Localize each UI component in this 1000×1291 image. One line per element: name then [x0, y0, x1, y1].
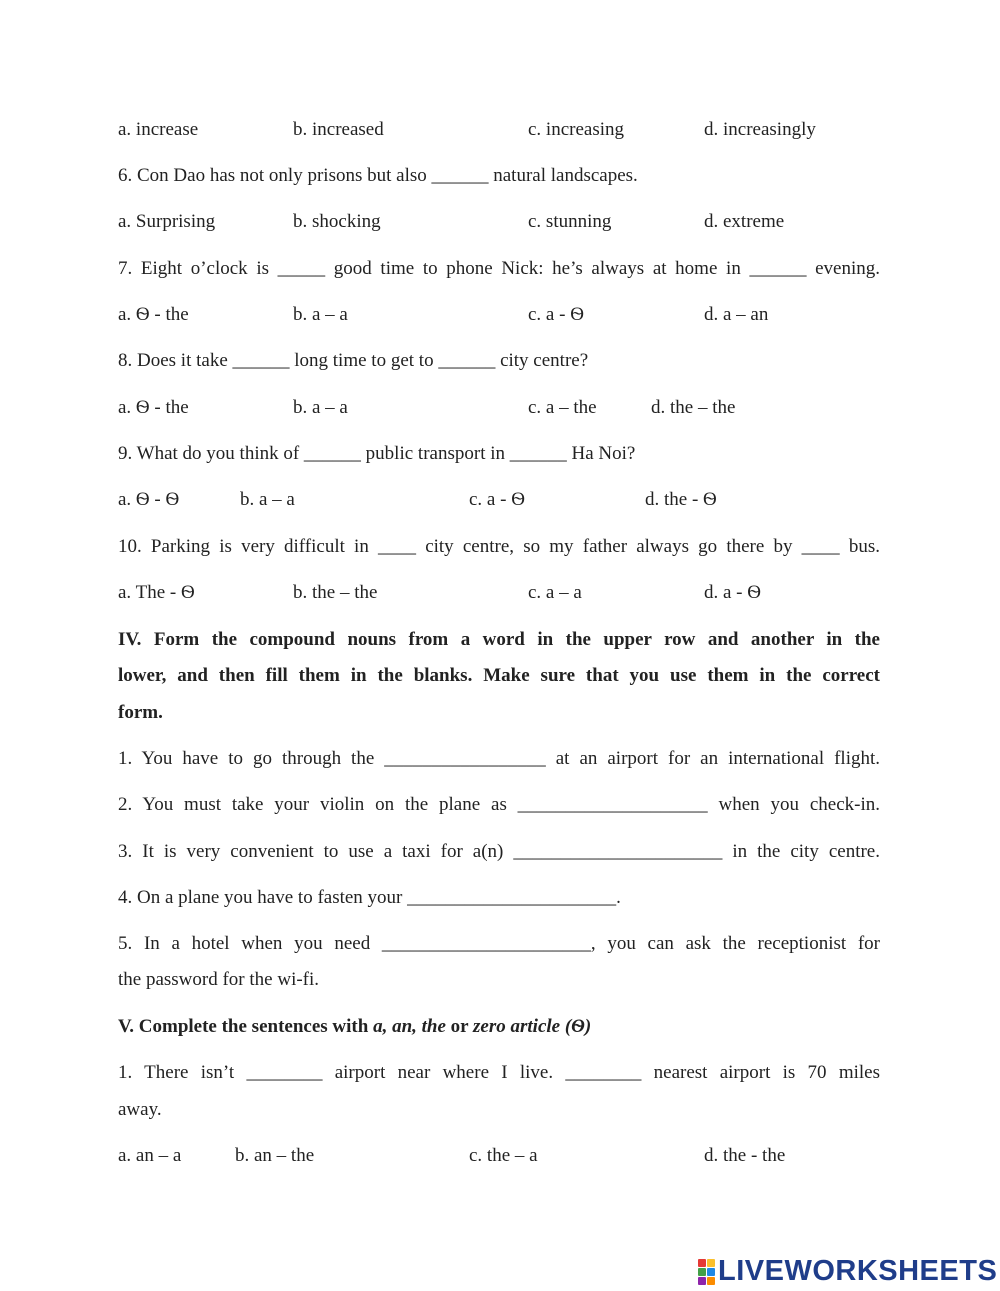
q5-option-d: d. increasingly: [704, 119, 816, 140]
section-iv-heading-line1: IV. Form the compound nouns from a word in the upper row and another in the: [118, 629, 880, 650]
q7-question: 7. Eight o’clock is _____ good time to phone Nick: he’s always at home in ______ evening.: [118, 258, 880, 279]
section-v-q1-line2: away.: [118, 1099, 162, 1120]
q9-question: 9. What do you think of ______ public transport in ______ Ha Noi?: [118, 443, 636, 464]
section-v-q1-option-d: d. the - the: [704, 1145, 786, 1166]
section-iv-item-5: 5. In a hotel when you need ______________________, you can ask the receptionist for: [118, 933, 880, 954]
q6-option-d: d. extreme: [704, 211, 785, 232]
q7-option-c: c. a - Ѳ: [528, 304, 584, 325]
q9-option-b: b. a – a: [240, 489, 295, 510]
q8-option-a: a. Ѳ - the: [118, 397, 189, 418]
q8-option-b: b. a – a: [293, 397, 348, 418]
q7-option-a: a. Ѳ - the: [118, 304, 189, 325]
liveworksheets-logo: [698, 1255, 997, 1288]
section-v-q1-option-a: a. an – a: [118, 1145, 182, 1166]
liveworksheets-logo-icon: [698, 1259, 715, 1285]
section-iv-heading-line2: lower, and then fill them in the blanks. Make sure that you use them in the correct: [118, 665, 880, 686]
q7-option-d: d. a – an: [704, 304, 769, 325]
q9-option-d: d. the - Ѳ: [645, 489, 717, 510]
q5-option-c: c. increasing: [528, 119, 625, 140]
liveworksheets-logo-text: LIVEWORKSHEETS: [718, 1255, 998, 1287]
q10-option-a: a. The - Ѳ: [118, 582, 195, 603]
section-iv-heading-line3: form.: [118, 702, 163, 723]
q9-option-a: a. Ѳ - Ѳ: [118, 489, 180, 510]
q6-question: 6. Con Dao has not only prisons but also ______ natural landscapes.: [118, 165, 638, 186]
section-v-heading-articles: a, an, the: [373, 1016, 446, 1037]
section-v-q1-line1: 1. There isn’t ________ airport near where I live. ________ nearest airport is 70 miles: [118, 1062, 880, 1083]
section-iv-item-2: 2. You must take your violin on the plane as ____________________ when you check-in.: [118, 794, 880, 815]
q8-option-d: d. the – the: [651, 397, 736, 418]
q8-question: 8. Does it take ______ long time to get to ______ city centre?: [118, 350, 589, 371]
q5-option-b: b. increased: [293, 119, 384, 140]
q7-option-b: b. a – a: [293, 304, 348, 325]
section-v-heading-zero-article: zero article (Ѳ): [473, 1016, 592, 1037]
section-iv-item-5-continued: the password for the wi-fi.: [118, 969, 320, 990]
q10-question: 10. Parking is very difficult in ____ city centre, so my father always go there by ____ bus.: [118, 536, 880, 557]
q6-option-c: c. stunning: [528, 211, 612, 232]
q6-option-b: b. shocking: [293, 211, 381, 232]
q10-option-c: c. a – a: [528, 582, 582, 603]
q6-option-a: a. Surprising: [118, 211, 216, 232]
section-iv-item-3: 3. It is very convenient to use a taxi for a(n) ______________________ in the city centre.: [118, 841, 880, 862]
section-v-heading-prefix: V. Complete the sentences with: [118, 1016, 374, 1037]
section-iv-item-4: 4. On a plane you have to fasten your ______________________.: [118, 887, 621, 908]
section-iv-item-1: 1. You have to go through the _________________ at an airport for an international flight.: [118, 748, 880, 769]
section-v-heading-or: or: [445, 1016, 474, 1037]
section-v-q1-option-c: c. the – a: [469, 1145, 538, 1166]
q10-option-d: d. a - Ѳ: [704, 582, 761, 603]
section-v-q1-option-b: b. an – the: [235, 1145, 315, 1166]
q10-option-b: b. the – the: [293, 582, 378, 603]
q8-option-c: c. a – the: [528, 397, 597, 418]
section-v-heading: [118, 1015, 880, 1039]
q5-option-a: a. increase: [118, 119, 199, 140]
q9-option-c: c. a - Ѳ: [469, 489, 525, 510]
